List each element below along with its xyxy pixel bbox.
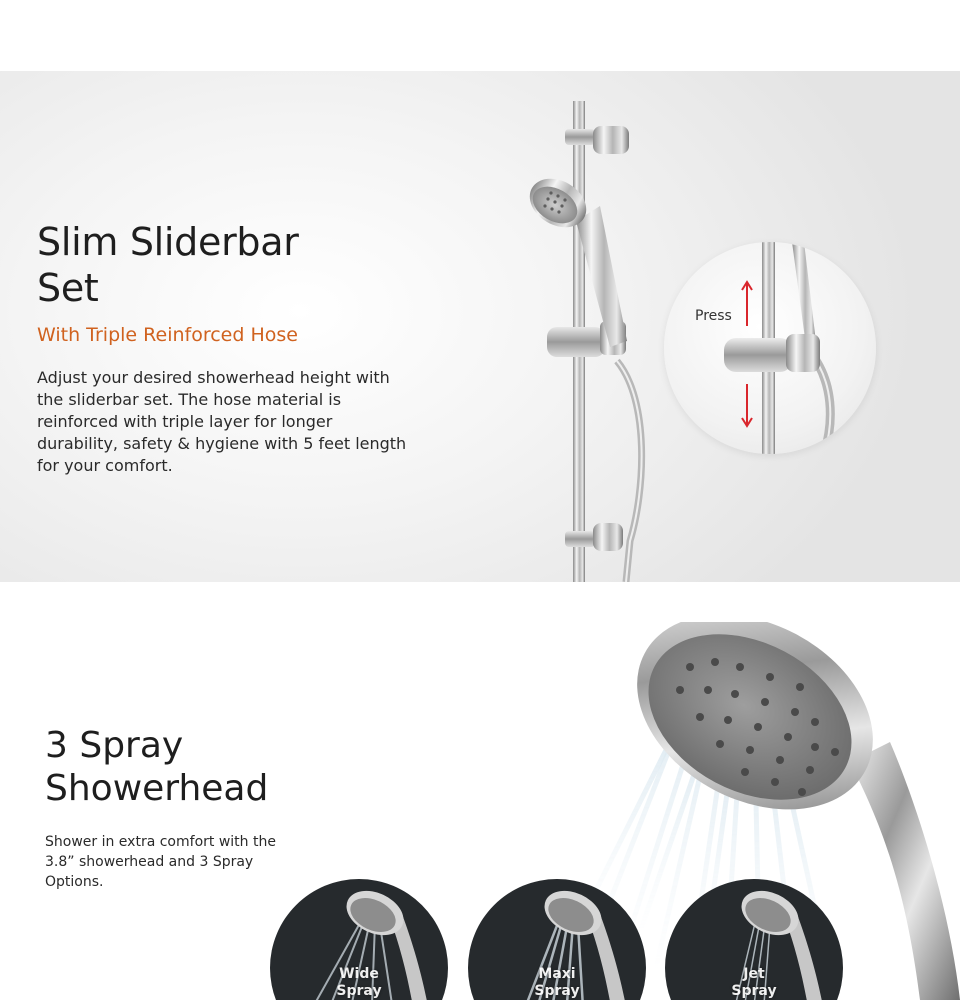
press-zoom-detail xyxy=(664,242,876,454)
spray-option-wide xyxy=(270,879,448,1000)
showerhead-title xyxy=(45,724,268,810)
sliderbar-product-image xyxy=(480,71,680,582)
spray-label-maxi xyxy=(468,966,646,1000)
slider-closeup-image xyxy=(664,242,876,454)
showerhead-section xyxy=(0,582,960,1000)
spray-label-wide-line2: Spray xyxy=(336,983,382,999)
spray-label-wide-line1: Wide xyxy=(339,966,379,982)
spray-label-jet-line1: Jet xyxy=(743,966,765,982)
spray-label-jet xyxy=(665,966,843,1000)
press-label: Press xyxy=(695,308,732,324)
sliderbar-title-line2: Set xyxy=(37,266,99,310)
showerhead-title-line1: 3 Spray xyxy=(45,725,184,766)
sliderbar-title-line1: Slim Sliderbar xyxy=(37,220,299,264)
sliderbar-title xyxy=(37,219,457,311)
spray-label-jet-line2: Spray xyxy=(731,983,777,999)
sliderbar-description: Adjust your desired showerhead height with the sliderbar set. The hose material is reinforced with triple layer for longer durability, safety & hygiene with 5 feet length for your comfort. xyxy=(37,368,407,475)
spray-label-maxi-line1: Maxi xyxy=(538,966,576,982)
sliderbar-subtitle: With Triple Reinforced Hose xyxy=(37,324,298,346)
spray-label-wide xyxy=(270,966,448,1000)
showerhead-title-line2: Showerhead xyxy=(45,768,269,809)
sliderbar-section xyxy=(0,71,960,582)
showerhead-description: Shower in extra comfort with the 3.8” showerhead and 3 Spray Options. xyxy=(45,834,276,890)
spray-option-maxi xyxy=(468,879,646,1000)
spray-option-jet xyxy=(665,879,843,1000)
spray-label-maxi-line2: Spray xyxy=(534,983,580,999)
